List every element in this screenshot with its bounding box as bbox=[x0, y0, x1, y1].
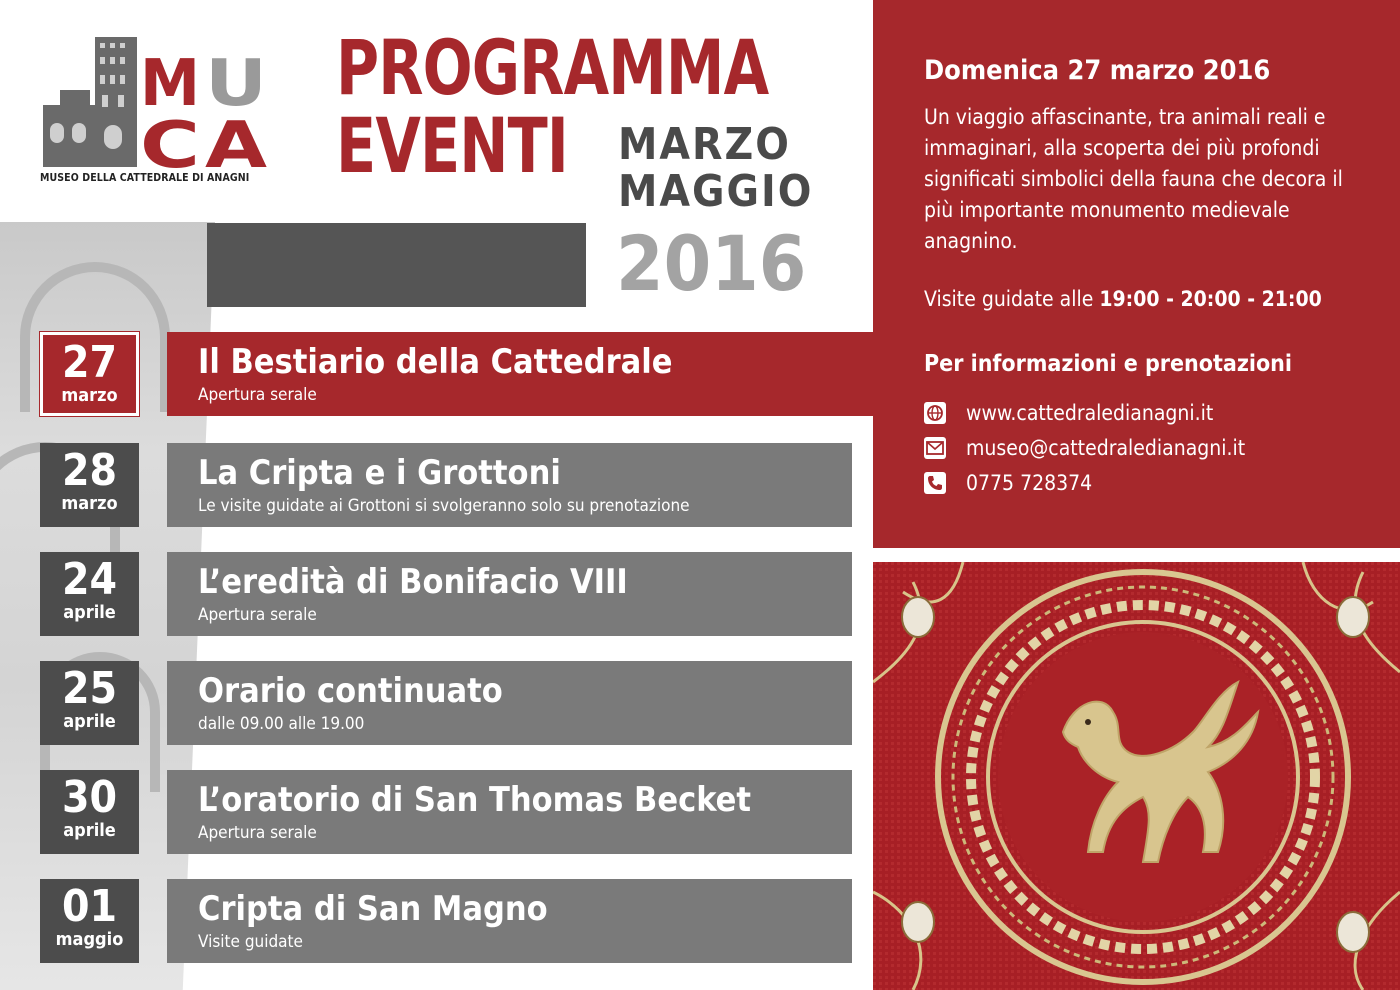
event-month: aprile bbox=[63, 711, 116, 732]
page-title-line1: PROGRAMMA bbox=[336, 23, 769, 112]
event-subtitle: Apertura serale bbox=[198, 823, 317, 843]
contact-website-text[interactable]: www.cattedraledianagni.it bbox=[966, 401, 1214, 425]
month-end: MAGGIO bbox=[618, 166, 814, 217]
event-day: 27 bbox=[61, 337, 118, 388]
event-date-box bbox=[40, 443, 139, 527]
guided-visits bbox=[924, 287, 1322, 311]
logo-letter-m: M bbox=[140, 47, 200, 121]
guided-visits-times: 19:00 - 20:00 - 21:00 bbox=[1099, 287, 1322, 311]
event-day: 28 bbox=[61, 445, 118, 496]
event-month: aprile bbox=[63, 820, 116, 841]
event-day: 01 bbox=[61, 881, 118, 932]
event-month: marzo bbox=[61, 493, 118, 514]
info-heading: Per informazioni e prenotazioni bbox=[924, 351, 1292, 377]
event-date-box bbox=[40, 879, 139, 963]
event-month: marzo bbox=[61, 385, 118, 406]
page-title-line2: EVENTI bbox=[336, 101, 568, 190]
logo-caption: MUSEO DELLA CATTEDRALE DI ANAGNI bbox=[40, 172, 250, 184]
event-title: L’eredità di Bonifacio VIII bbox=[198, 562, 628, 602]
event-subtitle: Apertura serale bbox=[198, 385, 317, 405]
event-month: maggio bbox=[55, 929, 124, 950]
contact-phone-text[interactable]: 0775 728374 bbox=[966, 471, 1093, 495]
globe-icon bbox=[924, 402, 946, 424]
guided-visits-label: Visite guidate alle bbox=[924, 287, 1100, 311]
event-title: Il Bestiario della Cattedrale bbox=[198, 342, 673, 382]
event-subtitle: dalle 09.00 alle 19.00 bbox=[198, 714, 365, 734]
phone-icon bbox=[924, 472, 946, 494]
month-start: MARZO bbox=[618, 119, 791, 170]
contact-email[interactable] bbox=[924, 435, 1245, 461]
event-subtitle: Apertura serale bbox=[198, 605, 317, 625]
event-date-box bbox=[40, 332, 139, 416]
contact-phone[interactable] bbox=[924, 470, 1092, 496]
envelope-icon bbox=[924, 437, 946, 459]
event-date-box bbox=[40, 661, 139, 745]
event-month: aprile bbox=[63, 602, 116, 623]
logo-letter-c: C bbox=[140, 109, 200, 183]
event-date-box bbox=[40, 770, 139, 854]
griffin-tapestry-image bbox=[873, 562, 1400, 990]
muca-logo bbox=[40, 35, 280, 190]
event-title: La Cripta e i Grottoni bbox=[198, 453, 561, 493]
contact-website[interactable] bbox=[924, 400, 1213, 426]
decorative-bar bbox=[207, 223, 586, 307]
logo-letter-a: A bbox=[205, 109, 268, 183]
contact-email-text[interactable]: museo@cattedraledianagni.it bbox=[966, 436, 1246, 460]
event-title: Cripta di San Magno bbox=[198, 889, 548, 929]
featured-heading: Domenica 27 marzo 2016 bbox=[924, 55, 1271, 86]
event-date-box bbox=[40, 552, 139, 636]
featured-description: Un viaggio affascinante, tra animali reali e immaginari, alla scoperta dei più profondi significati simbolici della fauna che decora il più importante monumento medievale anagnino. bbox=[924, 105, 1343, 253]
logo-letter-u: U bbox=[205, 47, 267, 121]
event-day: 30 bbox=[61, 772, 118, 823]
event-title: L’oratorio di San Thomas Becket bbox=[198, 780, 752, 820]
year: 2016 bbox=[616, 219, 807, 308]
event-subtitle: Visite guidate bbox=[198, 932, 303, 952]
event-subtitle: Le visite guidate ai Grottoni si svolgeranno solo su prenotazione bbox=[198, 496, 690, 516]
event-day: 24 bbox=[61, 554, 118, 605]
event-day: 25 bbox=[61, 663, 118, 714]
event-title: Orario continuato bbox=[198, 671, 503, 711]
